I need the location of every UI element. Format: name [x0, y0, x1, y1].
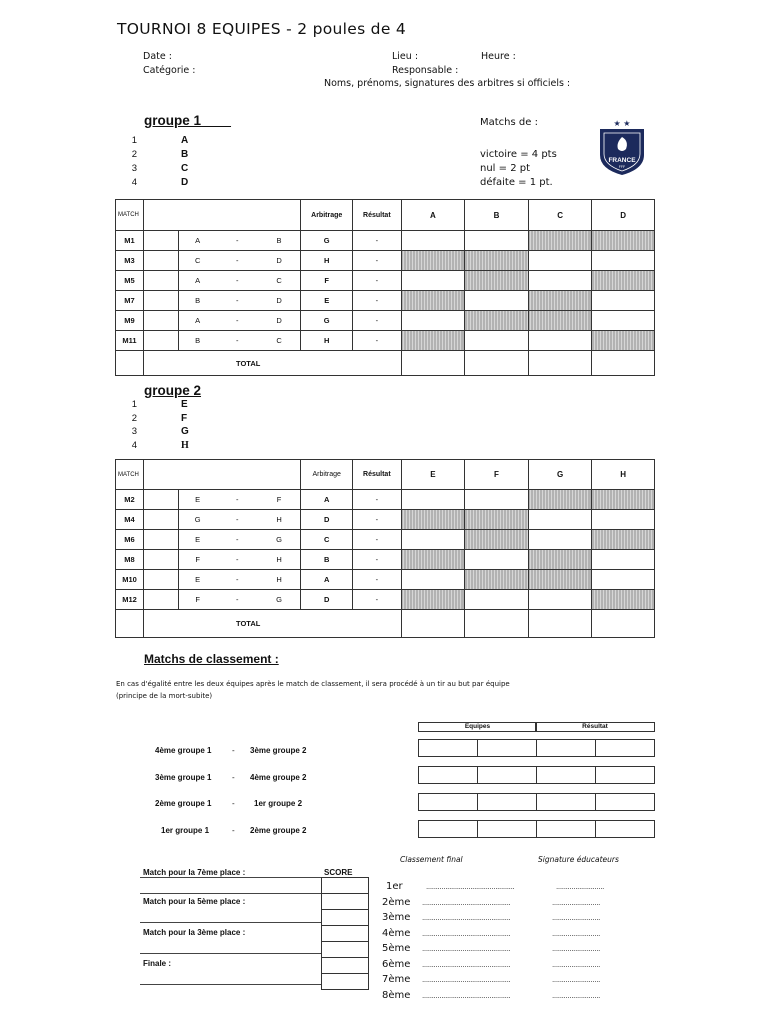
equipes-label: Equipes: [464, 723, 491, 730]
team-line[interactable]: ..............................................: [422, 913, 511, 923]
team-name: D: [181, 177, 189, 188]
team-home: F: [178, 550, 217, 570]
total-cell[interactable]: [401, 610, 465, 638]
equipes-header: [418, 722, 537, 732]
equipe-box[interactable]: [478, 766, 537, 784]
team-row: [117, 440, 189, 454]
ranking-result-boxes: [418, 739, 655, 838]
team-away: C: [258, 271, 301, 291]
score-cell[interactable]: [592, 291, 655, 311]
divider: [140, 922, 322, 923]
score-cell[interactable]: [401, 311, 465, 331]
score-cell[interactable]: [401, 530, 465, 550]
team-number: 3: [131, 163, 137, 174]
team-name: C: [181, 163, 189, 174]
shaded-cell: [465, 530, 529, 550]
shaded-cell: [401, 510, 465, 530]
total-cell[interactable]: [592, 351, 655, 376]
score-cell[interactable]: [592, 251, 655, 271]
team-name: F: [181, 412, 188, 424]
team-home: A: [178, 311, 217, 331]
resultat-label: Résultat: [582, 723, 608, 730]
rank-row: [380, 926, 626, 942]
nul-points: nul = 2 pt: [480, 163, 530, 174]
resultat-box[interactable]: [537, 766, 596, 784]
rank-label: 4ème: [382, 927, 411, 939]
arbitrage-cell[interactable]: H: [301, 331, 353, 351]
result-box-row: [418, 793, 655, 811]
resultat-header: [535, 722, 655, 732]
rank-label: 3ème: [382, 912, 411, 924]
score-cell[interactable]: [528, 590, 592, 610]
total-cell[interactable]: [528, 351, 592, 376]
score-cell[interactable]: [592, 311, 655, 331]
team-home: B: [178, 291, 217, 311]
table-row: [116, 311, 655, 331]
ranking-match-sep: -: [232, 799, 235, 808]
team-away: G: [258, 590, 301, 610]
resultat-box[interactable]: [537, 739, 596, 757]
separator: -: [217, 490, 258, 510]
heure-label: Heure :: [481, 51, 516, 62]
ranking-match-sep: -: [232, 773, 235, 782]
team-away: H: [258, 510, 301, 530]
defaite-points: défaite = 1 pt.: [480, 177, 553, 188]
score-box[interactable]: [321, 958, 369, 974]
team-line[interactable]: ..............................................: [422, 928, 511, 938]
signature-line[interactable]: .........................: [552, 913, 601, 923]
ranking-match-left: 1er groupe 1: [161, 826, 210, 835]
team-name: A: [181, 135, 189, 146]
score-cell[interactable]: [528, 510, 592, 530]
team-name: B: [181, 149, 189, 160]
shaded-cell: [528, 311, 592, 331]
match-id: M2: [116, 490, 144, 510]
equipe-box[interactable]: [418, 793, 478, 811]
team-home: F: [178, 590, 217, 610]
equipe-box[interactable]: [478, 820, 537, 838]
rank-label: 7ème: [382, 974, 411, 986]
table-row: [116, 490, 655, 510]
shaded-cell: [401, 590, 465, 610]
resultat-box[interactable]: [596, 766, 655, 784]
table-row: [116, 570, 655, 590]
team-line[interactable]: ..............................................: [422, 944, 511, 954]
rank-row: [380, 988, 626, 1004]
separator: -: [217, 251, 258, 271]
separator: -: [217, 271, 258, 291]
rank-row: [380, 941, 626, 957]
group2-match-table: [115, 459, 655, 638]
team-number: 4: [131, 177, 137, 188]
shaded-cell: [528, 550, 592, 570]
score-cell[interactable]: [465, 550, 529, 570]
header-arbitrage: Arbitrage: [301, 200, 353, 231]
shaded-cell: [465, 570, 529, 590]
table-row: [116, 271, 655, 291]
team-number: 4: [131, 439, 137, 451]
ranking-match-left: 2ème groupe 1: [155, 799, 212, 808]
header-team-col: D: [592, 200, 655, 231]
result-cell[interactable]: -: [353, 510, 402, 530]
separator: -: [217, 590, 258, 610]
signature-label: Signature éducateurs: [538, 855, 619, 864]
team-line[interactable]: ..............................................: [422, 897, 511, 907]
score-cell[interactable]: [528, 271, 592, 291]
tiebreak-note-2: (principe de la mort-subite): [116, 692, 213, 700]
ranking-match-right: 2ème groupe 2: [250, 826, 307, 835]
separator: -: [217, 570, 258, 590]
ranking-match-left: 4ème groupe 1: [155, 746, 212, 755]
equipe-box[interactable]: [418, 739, 478, 757]
victoire-points: victoire = 4 pts: [480, 149, 557, 160]
page-title: TOURNOI 8 EQUIPES - 2 poules de 4: [117, 20, 407, 38]
arbitrage-cell[interactable]: B: [301, 550, 353, 570]
header-resultat: Résultat: [353, 200, 402, 231]
equipe-box[interactable]: [478, 739, 537, 757]
result-cell[interactable]: -: [353, 251, 402, 271]
team-number: 2: [131, 149, 137, 160]
score-cell[interactable]: [592, 570, 655, 590]
arbitrage-cell[interactable]: G: [301, 231, 353, 251]
ranking-match-sep: -: [232, 826, 235, 835]
shaded-cell: [465, 271, 529, 291]
separator: -: [217, 550, 258, 570]
match-id: M9: [116, 311, 144, 331]
shaded-cell: [401, 251, 465, 271]
team-row: [117, 413, 189, 427]
team-number: 1: [131, 135, 137, 146]
result-cell[interactable]: -: [353, 570, 402, 590]
team-home: E: [178, 490, 217, 510]
team-row: [117, 149, 188, 163]
shaded-cell: [528, 570, 592, 590]
table-row: [116, 550, 655, 570]
classement-final-label: Classement final: [400, 855, 463, 864]
header-team-col: F: [465, 460, 529, 490]
table-row: [116, 251, 655, 271]
total-cell[interactable]: [401, 351, 465, 376]
arbitrage-cell[interactable]: H: [301, 251, 353, 271]
table-row: [116, 590, 655, 610]
match-id: M12: [116, 590, 144, 610]
total-cell[interactable]: [465, 610, 529, 638]
total-cell[interactable]: [592, 610, 655, 638]
total-cell[interactable]: [465, 351, 529, 376]
divider: [140, 893, 322, 894]
signature-line[interactable]: .........................: [556, 882, 605, 892]
result-cell[interactable]: -: [353, 490, 402, 510]
match-id: M4: [116, 510, 144, 530]
score-cell[interactable]: [465, 590, 529, 610]
shaded-cell: [592, 590, 655, 610]
signature-line[interactable]: .........................: [552, 990, 601, 1000]
divider: [140, 953, 322, 954]
rank-row: [380, 910, 626, 926]
group1-match-table: [115, 199, 655, 376]
shaded-cell: [528, 291, 592, 311]
team-home: A: [178, 271, 217, 291]
logo-text: FRANCE: [608, 157, 636, 164]
match-3rd-label: Match pour la 3ème place :: [143, 928, 246, 937]
team-home: E: [178, 570, 217, 590]
match-id: M7: [116, 291, 144, 311]
team-away: D: [258, 311, 301, 331]
result-cell[interactable]: -: [353, 311, 402, 331]
match-id: M1: [116, 231, 144, 251]
shaded-cell: [592, 490, 655, 510]
separator: -: [217, 231, 258, 251]
score-cell[interactable]: [401, 490, 465, 510]
score-boxes: [321, 877, 369, 990]
team-line[interactable]: ..............................................: [422, 975, 511, 985]
header-team-col: A: [401, 200, 465, 231]
signature-line[interactable]: .........................: [552, 975, 601, 985]
score-box[interactable]: [321, 942, 369, 958]
header-arbitrage: Arbitrage: [301, 460, 353, 490]
separator: -: [217, 311, 258, 331]
result-cell[interactable]: -: [353, 291, 402, 311]
team-away: B: [258, 231, 301, 251]
signature-line[interactable]: .........................: [552, 959, 601, 969]
score-box[interactable]: [321, 974, 369, 990]
rank-label: 1er: [386, 881, 403, 893]
logo-small-text: FFF: [618, 165, 626, 169]
team-away: H: [258, 570, 301, 590]
score-cell[interactable]: [465, 231, 529, 251]
table-header-row: [116, 460, 655, 490]
score-cell[interactable]: [401, 570, 465, 590]
score-box[interactable]: [321, 926, 369, 942]
team-home: C: [178, 251, 217, 271]
score-cell[interactable]: [528, 530, 592, 550]
svg-text:★ ★: ★ ★: [613, 119, 631, 128]
rank-row: [380, 879, 626, 895]
signature-line[interactable]: .........................: [552, 897, 601, 907]
result-box-row: [418, 766, 655, 784]
arbitrage-cell[interactable]: D: [301, 510, 353, 530]
equipe-box[interactable]: [418, 766, 478, 784]
signature-line[interactable]: .........................: [552, 944, 601, 954]
fff-logo: [596, 117, 648, 177]
team-row: [117, 135, 188, 149]
header-match: MATCH: [116, 200, 144, 231]
score-box[interactable]: [321, 910, 369, 926]
team-row: [117, 163, 188, 177]
team-away: D: [258, 291, 301, 311]
table-header-row: [116, 200, 655, 231]
signature-line[interactable]: .........................: [552, 928, 601, 938]
shaded-cell: [528, 231, 592, 251]
header-team-col: B: [465, 200, 529, 231]
team-line[interactable]: ..............................................: [426, 882, 515, 892]
team-number: 1: [131, 399, 137, 410]
shaded-cell: [592, 331, 655, 351]
final-ranking-list: [380, 879, 626, 1003]
team-number: 2: [131, 412, 137, 424]
shaded-cell: [592, 231, 655, 251]
match-5th-label: Match pour la 5ème place :: [143, 897, 246, 906]
arbitrage-cell[interactable]: F: [301, 271, 353, 291]
score-cell[interactable]: [528, 331, 592, 351]
team-number: 3: [131, 426, 137, 437]
score-cell[interactable]: [592, 550, 655, 570]
arbitres-label: Noms, prénoms, signatures des arbitres si officiels :: [324, 78, 571, 89]
group2-title: groupe 2: [144, 383, 202, 398]
match-id: M11: [116, 331, 144, 351]
result-cell[interactable]: -: [353, 550, 402, 570]
arbitrage-cell[interactable]: G: [301, 311, 353, 331]
resultat-box[interactable]: [596, 820, 655, 838]
header-team-col: H: [592, 460, 655, 490]
table-row: [116, 231, 655, 251]
finale-label: Finale :: [143, 959, 172, 968]
match-id: M3: [116, 251, 144, 271]
score-cell[interactable]: [465, 291, 529, 311]
score-cell[interactable]: [465, 490, 529, 510]
tiebreak-note: En cas d'égalité entre les deux équipes après le match de classement, il sera procédé à un tir au but par équipe: [116, 680, 510, 688]
score-label: SCORE: [324, 868, 353, 877]
ranking-match-left: 3ème groupe 1: [155, 773, 212, 782]
table-row: [116, 291, 655, 311]
team-name: E: [181, 399, 188, 410]
shaded-cell: [401, 331, 465, 351]
team-away: G: [258, 530, 301, 550]
header-resultat: Résultat: [353, 460, 402, 490]
categorie-label: Catégorie :: [143, 65, 196, 76]
resultat-box[interactable]: [596, 793, 655, 811]
separator: -: [217, 510, 258, 530]
result-box-row: [418, 820, 655, 838]
match-id: M6: [116, 530, 144, 550]
classement-title: Matchs de classement :: [144, 652, 279, 666]
result-box-row: [418, 739, 655, 757]
shaded-cell: [592, 530, 655, 550]
team-row: [117, 399, 189, 413]
equipe-box[interactable]: [418, 820, 478, 838]
table-row: [116, 510, 655, 530]
team-name: H: [181, 439, 189, 451]
result-cell[interactable]: -: [353, 530, 402, 550]
header-team-col: G: [528, 460, 592, 490]
score-cell[interactable]: [465, 331, 529, 351]
header-team-col: C: [528, 200, 592, 231]
ranking-match-right: 1er groupe 2: [254, 799, 303, 808]
rank-label: 8ème: [382, 989, 411, 1001]
result-cell[interactable]: -: [353, 331, 402, 351]
team-home: E: [178, 530, 217, 550]
total-row: [116, 351, 655, 376]
score-cell[interactable]: [592, 510, 655, 530]
equipe-box[interactable]: [478, 793, 537, 811]
team-row: [117, 426, 189, 440]
shaded-cell: [465, 251, 529, 271]
arbitrage-cell[interactable]: A: [301, 490, 353, 510]
shaded-cell: [465, 311, 529, 331]
rank-row: [380, 972, 626, 988]
match-id: M10: [116, 570, 144, 590]
divider: [140, 984, 322, 985]
match-id: M5: [116, 271, 144, 291]
arbitrage-cell[interactable]: D: [301, 590, 353, 610]
rank-label: 2ème: [382, 896, 411, 908]
ranking-match-sep: -: [232, 746, 235, 755]
score-cell[interactable]: [401, 231, 465, 251]
team-line[interactable]: ..............................................: [422, 959, 511, 969]
shaded-cell: [401, 550, 465, 570]
rank-row: [380, 895, 626, 911]
total-row: [116, 610, 655, 638]
table-row: [116, 530, 655, 550]
score-cell[interactable]: [528, 251, 592, 271]
team-row: [117, 177, 188, 191]
date-label: Date :: [143, 51, 172, 62]
lieu-label: Lieu :: [392, 51, 419, 62]
arbitrage-cell[interactable]: E: [301, 291, 353, 311]
shaded-cell: [528, 490, 592, 510]
total-label: TOTAL: [144, 610, 402, 638]
total-cell[interactable]: [528, 610, 592, 638]
separator: -: [217, 331, 258, 351]
group2-team-list: [117, 399, 189, 453]
team-line[interactable]: ..............................................: [422, 990, 511, 1000]
matchs-de-label: Matchs de :: [480, 117, 538, 128]
responsable-label: Responsable :: [392, 65, 459, 76]
match-id: M8: [116, 550, 144, 570]
fff-crest-icon: [596, 117, 648, 177]
score-box[interactable]: [321, 877, 369, 894]
shaded-cell: [465, 510, 529, 530]
result-cell[interactable]: -: [353, 231, 402, 251]
match-7th-label: Match pour la 7ème place :: [143, 868, 246, 877]
team-away: D: [258, 251, 301, 271]
shaded-cell: [592, 271, 655, 291]
arbitrage-cell[interactable]: A: [301, 570, 353, 590]
group1-title: groupe 1: [144, 113, 202, 128]
result-cell[interactable]: -: [353, 590, 402, 610]
team-away: F: [258, 490, 301, 510]
team-home: G: [178, 510, 217, 530]
resultat-box[interactable]: [596, 739, 655, 757]
ranking-match-right: 4ème groupe 2: [250, 773, 307, 782]
ranking-match-right: 3ème groupe 2: [250, 746, 307, 755]
resultat-box[interactable]: [537, 793, 596, 811]
resultat-box[interactable]: [537, 820, 596, 838]
score-cell[interactable]: [401, 271, 465, 291]
rank-label: 6ème: [382, 958, 411, 970]
separator: -: [217, 530, 258, 550]
team-away: C: [258, 331, 301, 351]
shaded-cell: [401, 291, 465, 311]
result-cell[interactable]: -: [353, 271, 402, 291]
arbitrage-cell[interactable]: C: [301, 530, 353, 550]
group1-team-list: [117, 135, 188, 191]
team-away: H: [258, 550, 301, 570]
rank-row: [380, 957, 626, 973]
separator: -: [217, 291, 258, 311]
rank-label: 5ème: [382, 943, 411, 955]
team-name: G: [181, 426, 189, 437]
team-home: A: [178, 231, 217, 251]
score-box[interactable]: [321, 894, 369, 910]
header-match: MATCH: [116, 460, 144, 490]
table-row: [116, 331, 655, 351]
team-home: B: [178, 331, 217, 351]
total-label: TOTAL: [144, 351, 402, 376]
header-team-col: E: [401, 460, 465, 490]
